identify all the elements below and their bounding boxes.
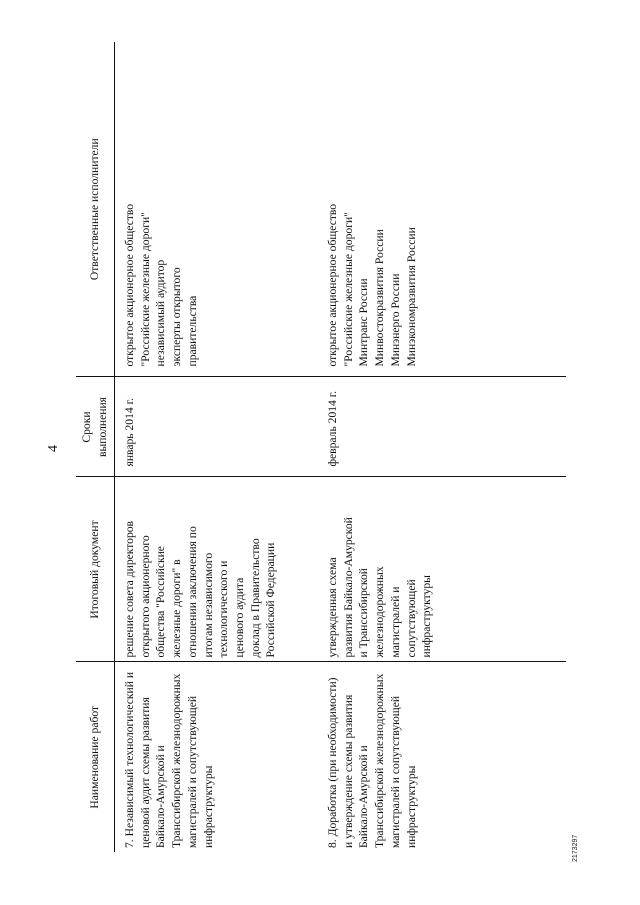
row-name-cell — [299, 662, 566, 852]
row-document-line: итогам независимого — [201, 552, 215, 658]
row-executor-line: "Российские железные дороги" — [138, 212, 152, 367]
header-deadline-line-1: Сроки — [80, 411, 94, 443]
row-document-line: утвержденная схема — [326, 557, 339, 658]
row-executor-line: открытое акционерное общество — [326, 203, 339, 367]
row-document-line: доклад в Правительство — [248, 538, 262, 658]
row-name-line: и утверждение схемы развития — [341, 694, 355, 848]
row-document-line: общества "Российские — [154, 546, 168, 658]
row-executor-line: открытое акционерное общество — [123, 203, 136, 367]
table-body — [115, 42, 567, 852]
row-executor-line: Минвостокразвития России — [373, 229, 387, 367]
row-document-line: железнодорожных — [373, 566, 387, 658]
table-header — [76, 42, 115, 852]
row-document-line: магистралей и — [388, 586, 402, 658]
row-executor-line: Минэнерго России — [388, 273, 402, 367]
row-executor-line: правительства — [185, 295, 199, 367]
row-executor-line: независимый аудитор — [154, 259, 168, 367]
rotated-table-container — [76, 42, 542, 852]
row-document-line: технологического и — [217, 560, 231, 658]
row-document-line: решение совета директоров — [123, 520, 136, 658]
row-document-line: и Транссибирской — [357, 568, 371, 658]
works-table — [76, 42, 566, 852]
header-row — [76, 42, 115, 852]
row-executors-cell — [115, 42, 300, 377]
row-document-cell — [115, 477, 300, 662]
row-name-line: Транссибирской железнодорожных — [170, 673, 184, 848]
row-name-line: инфраструктуры — [404, 765, 418, 848]
header-name: Наименование работ — [76, 662, 115, 852]
row-document-line: железные дороги" в — [170, 559, 184, 658]
row-executor-line: Минэкономразвития России — [404, 227, 418, 367]
row-document-line: сопутствующей — [404, 579, 418, 658]
row-name-line: Байкало-Амурской и — [357, 745, 371, 848]
row-name-line: магистралей и сопутствующей — [388, 695, 402, 848]
row-document-line: инфраструктуры — [420, 575, 434, 658]
row-executor-line: "Российские железные дороги" — [341, 212, 355, 367]
row-name-line: 7. Независимый технологический и — [123, 671, 136, 848]
row-document-line: развития Байкало-Амурской — [341, 517, 355, 658]
header-deadline — [76, 377, 115, 477]
document-code: 2173297 — [572, 834, 579, 862]
row-document-line: открытого акционерного — [138, 535, 152, 658]
header-document: Итоговый документ — [76, 477, 115, 662]
row-name-line: инфраструктуры — [201, 765, 215, 848]
row-document-line: Российской Федерации — [264, 542, 278, 658]
row-executors-cell — [299, 42, 566, 377]
row-document-line: ценового аудита — [232, 577, 246, 658]
row-document-line: отношении заключения по — [185, 526, 199, 658]
row-deadline-cell: февраль 2014 г. — [299, 377, 566, 477]
row-executor-line: эксперты открытого — [170, 267, 184, 367]
header-deadline-line-2: выполнения — [96, 397, 109, 457]
row-name-line: Транссибирской железнодорожных — [373, 673, 387, 848]
row-deadline-cell: январь 2014 г. — [115, 377, 300, 477]
row-name-line: Байкало-Амурской и — [154, 745, 168, 848]
row-name-line: 8. Доработка (при необходимости) — [326, 677, 339, 848]
table-row — [115, 42, 300, 852]
row-executor-line: Минтранс России — [357, 278, 371, 367]
table-row — [299, 42, 566, 852]
row-name-line: магистралей и сопутствующей — [185, 695, 199, 848]
page-number: 4 — [46, 445, 61, 452]
row-document-cell — [299, 477, 566, 662]
row-name-line: ценовой аудит схемы развития — [138, 697, 152, 848]
row-name-cell — [115, 662, 300, 852]
header-executors: Ответственные исполнители — [76, 42, 115, 377]
